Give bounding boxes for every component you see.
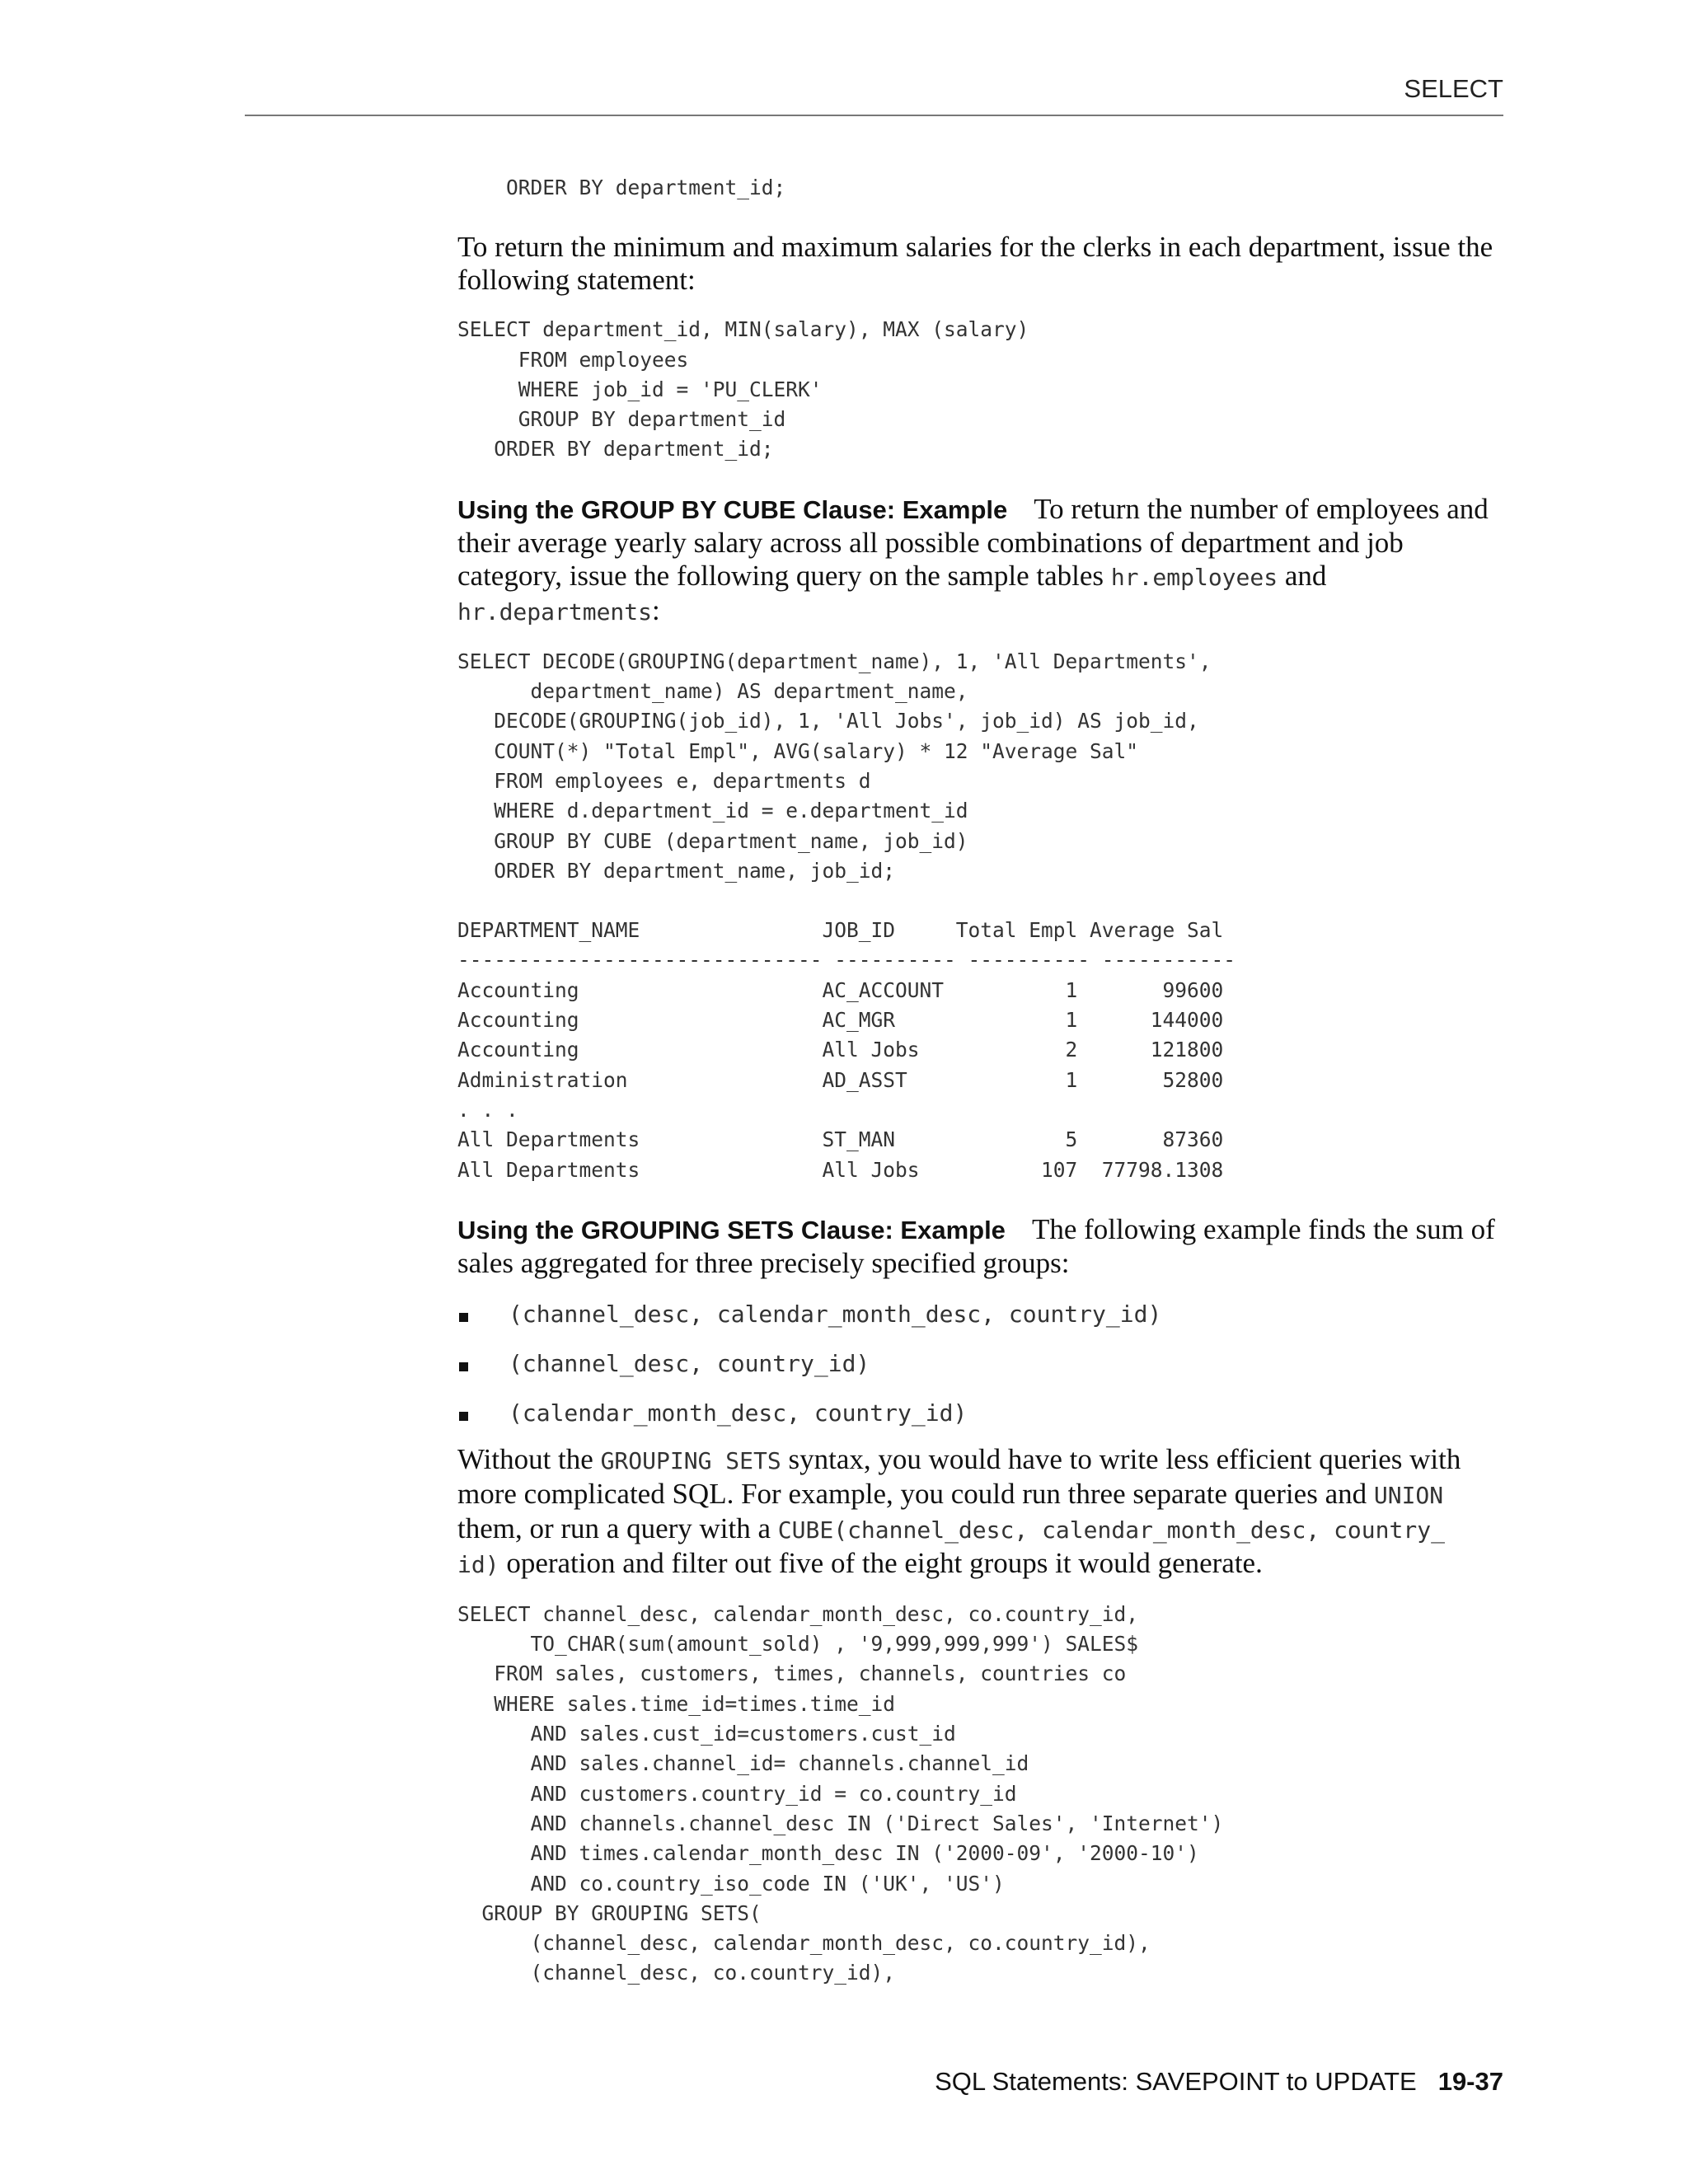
- bullet-square-icon: [459, 1313, 468, 1322]
- cube-example-text-1: To return the number of employees and their average yearly salary across all possible combinations of department and job category, issue the following query on the sample tables: [457, 492, 1489, 592]
- paragraph-min-max: To return the minimum and maximum salaries for the clerks in each department, issue the following statement:: [457, 231, 1493, 297]
- inline-code-union: UNION: [1373, 1481, 1444, 1509]
- code-grouping-sets-query: SELECT channel_desc, calendar_month_desc, co.country_id, TO_CHAR(sum(amount_sold) , '9,999,999,999') SALES$ FROM sales, customers, times, channels, countries co WHERE sales.time_id=times.time_id AND sales.cust_id=customers.cust_id AND sales.channel_id= channels.channel_id AND customers.country_id = co.country_id AND channels.channel_desc IN ('Direct Sales', 'Internet') AND times.calendar_month_desc IN ('2000-09', '2000-10') AND co.country_iso_code IN ('UK', 'US') GROUP BY GROUPING SETS( (channel_desc, calendar_month_desc, co.country_id), (channel_desc, co.country_id),: [457, 1601, 1224, 1985]
- paragraph-cube-example: [457, 493, 1504, 629]
- header-rule: [245, 115, 1503, 116]
- running-header: SELECT: [1404, 74, 1503, 103]
- grouping-sets-text: The following example finds the sum of sales aggregated for three precisely specified groups:: [457, 1212, 1495, 1279]
- inline-code-cube: CUBE(channel_desc, calendar_month_desc, country_: [777, 1516, 1445, 1544]
- cube-example-text-2: and: [1278, 559, 1327, 592]
- page-number: 19-37: [1437, 2067, 1503, 2096]
- list-item: (channel_desc, country_id): [457, 1347, 1504, 1397]
- paragraph-without-grouping-sets: Without the GROUPING SETS syntax, you would have to write less efficient queries with more complicated SQL. For example, you could run three separate queries and UNION them, or run a query with a CUBE(channel_desc, calendar_month_desc, country_ id) operation and filter out five of the eight groups it would generate.: [457, 1442, 1461, 1579]
- page-content: [457, 173, 1504, 1989]
- cube-example-code-1: hr.employees: [1110, 563, 1278, 591]
- code-cube-query: SELECT DECODE(GROUPING(department_name), 1, 'All Departments', department_name) AS department_name, DECODE(GROUPING(job_id), 1, 'All Jobs', job_id) AS job_id, COUNT(*) "Total Empl", AVG(salary) * 12 "Average Sal" FROM employees e, departments d WHERE d.department_id = e.department_id GROUP BY CUBE (department_name, job_id) ORDER BY department_name, job_id;: [457, 649, 1212, 883]
- bullet-square-icon: [459, 1412, 468, 1421]
- page-footer: [935, 2067, 1503, 2097]
- bullet-square-icon: [459, 1362, 468, 1371]
- inline-code-grouping-sets: GROUPING SETS: [600, 1446, 781, 1474]
- cube-example-code-2: hr.departments: [457, 598, 653, 626]
- paragraph-grouping-sets-example: [457, 1213, 1504, 1280]
- footer-title: SQL Statements: SAVEPOINT to UPDATE: [935, 2067, 1417, 2096]
- grouping-sets-list: [457, 1298, 1504, 1446]
- code-order-by: ORDER BY department_id;: [457, 176, 786, 199]
- inline-code-cube-end: id): [457, 1550, 499, 1578]
- list-item: (calendar_month_desc, country_id): [457, 1397, 1504, 1446]
- list-item: (channel_desc, calendar_month_desc, country_id): [457, 1298, 1504, 1347]
- grouping-sets-heading: Using the GROUPING SETS Clause: Example: [457, 1215, 1006, 1244]
- cube-example-heading: Using the GROUP BY CUBE Clause: Example: [457, 494, 1008, 524]
- code-min-max-query: SELECT department_id, MIN(salary), MAX (salary) FROM employees WHERE job_id = 'PU_CLERK' GROUP BY department_id ORDER BY department_id;: [457, 317, 1029, 462]
- cube-example-text-3: :: [652, 593, 660, 626]
- query-result-table: DEPARTMENT_NAME JOB_ID Total Empl Average Sal ------------------------------ ---------- ---------- ----------- Accounting AC_ACCOUNT 1 99600 Accounting AC_MGR 1 144000 Accounting All Jobs 2 121800 Administration AD_ASST 1 52800 . . . All Departments ST_MAN 5 87360 All Departments All Jobs 107 77798.1308: [457, 918, 1236, 1182]
